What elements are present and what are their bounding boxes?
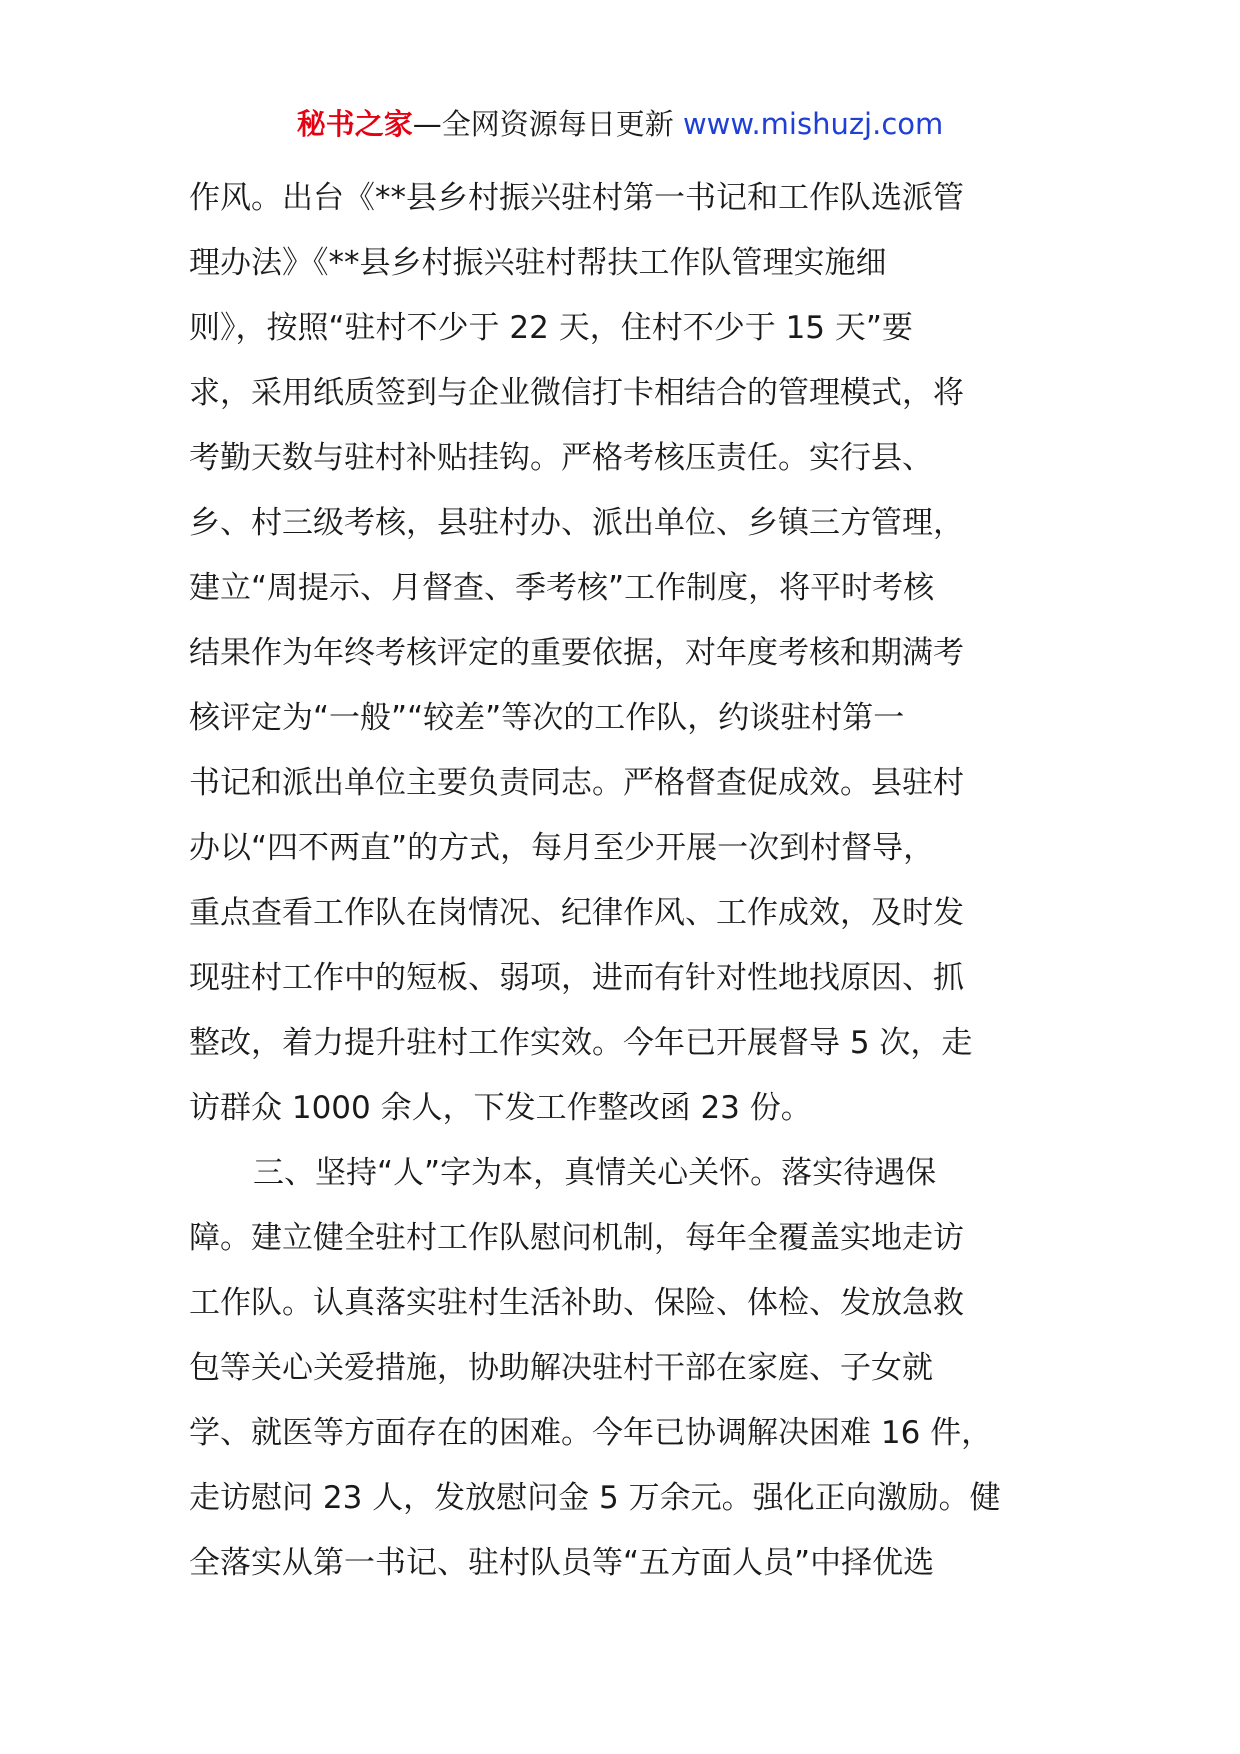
- paragraph-line: 建立“周提示、月督查、季考核”工作制度，将平时考核: [189, 570, 935, 606]
- section-heading-line: 三、坚持“人”字为本，真情关心关怀。落实待遇保: [253, 1155, 937, 1191]
- site-tagline: —全网资源每日更新: [412, 107, 674, 141]
- paragraph-line: 乡、村三级考核，县驻村办、派出单位、乡镇三方管理，: [189, 505, 964, 541]
- paragraph-line: 书记和派出单位主要负责同志。严格督查促成效。县驻村: [189, 765, 964, 801]
- paragraph-line: 现驻村工作中的短板、弱项，进而有针对性地找原因、抓: [189, 960, 964, 996]
- paragraph-line: 全落实从第一书记、驻村队员等“五方面人员”中择优选: [189, 1545, 935, 1581]
- paragraph-line: 整改，着力提升驻村工作实效。今年已开展督导 5 次，走: [189, 1025, 973, 1061]
- paragraph-line: 工作队。认真落实驻村生活补助、保险、体检、发放急救: [189, 1285, 964, 1321]
- paragraph-line: 则》，按照“驻村不少于 22 天，住村不少于 15 天”要: [189, 310, 913, 346]
- site-header: [0, 102, 1240, 146]
- paragraph-line: 重点查看工作队在岗情况、纪律作风、工作成效，及时发: [189, 895, 964, 931]
- paragraph-line: 走访慰问 23 人，发放慰问金 5 万余元。强化正向激励。健: [189, 1480, 1001, 1516]
- paragraph-line: 学、就医等方面存在的困难。今年已协调解决困难 16 件，: [189, 1415, 993, 1451]
- paragraph-line: 考勤天数与驻村补贴挂钩。严格考核压责任。实行县、: [189, 440, 933, 476]
- paragraph-line: 障。建立健全驻村工作队慰问机制，每年全覆盖实地走访: [189, 1220, 964, 1256]
- paragraph-line: 包等关心关爱措施，协助解决驻村干部在家庭、子女就: [189, 1350, 933, 1386]
- paragraph-line: 办以“四不两直”的方式，每月至少开展一次到村督导，: [189, 830, 935, 866]
- site-url-link[interactable]: www.mishuzj.com: [682, 107, 944, 141]
- site-brand: 秘书之家: [296, 107, 413, 141]
- paragraph-line: 理办法》《**县乡村振兴驻村帮扶工作队管理实施细: [189, 245, 887, 281]
- paragraph-line: 核评定为“一般”“较差”等次的工作队，约谈驻村第一: [189, 700, 905, 736]
- paragraph-line: 访群众 1000 余人，下发工作整改函 23 份。: [189, 1090, 812, 1126]
- document-body: [189, 166, 1061, 1596]
- paragraph-line: 求，采用纸质签到与企业微信打卡相结合的管理模式，将: [189, 375, 964, 411]
- paragraph-line: 结果作为年终考核评定的重要依据，对年度考核和期满考: [189, 635, 964, 671]
- paragraph-line: 作风。出台《**县乡村振兴驻村第一书记和工作队选派管: [189, 180, 964, 216]
